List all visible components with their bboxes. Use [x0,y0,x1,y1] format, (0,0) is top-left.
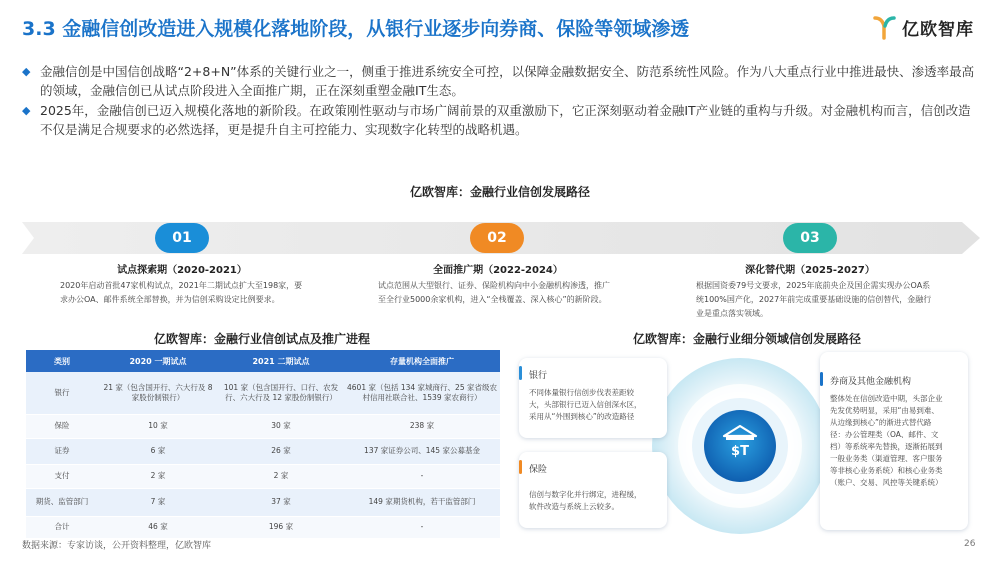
card-line: 整体处在信创改造中期，头部企业 [830,394,943,403]
table-row [26,488,500,516]
table-cell: 支付 [26,464,98,488]
card-title: 券商及其他金融机构 [830,377,912,387]
yiou-logo-icon [872,14,898,40]
phase-description [60,279,302,307]
table-cell: 46 家 [98,516,218,538]
diamond-bullet-icon: ◆ [22,65,31,78]
table-cell: 30 家 [218,414,344,438]
table-cell: 合计 [26,516,98,538]
bullet-text: 2025年，金融信创已迈入规模化落地的新阶段。在政策刚性驱动与市场广阔前景的双重激励下，它正深刻驱动着金融IT产业链的重构与升级。对金融机构而言，信创改造不仅是满足合规要求的必然选择，更是提升自主可控能力、实现数字化转型的战略机遇。 [40,103,971,137]
page-title: 3.3 金融信创改造进入规模化落地阶段，从银行业逐步向券商、保险等领域渗透 [22,18,690,40]
step-badge-03: 03 [783,223,837,253]
column-header: 类别 [26,350,98,372]
card-accent-bar [519,460,522,474]
phase-title: 全面推广期（2022-2024） [433,265,563,276]
table-cell: 2 家 [218,464,344,488]
table-cell: 期货、监管部门 [26,488,98,516]
column-header: 存量机构全面推广 [344,350,500,372]
card-body [519,381,667,423]
table-row [26,414,500,438]
table-cell: 26 家 [218,438,344,464]
card-line: 一般业务类（渠道管理、客户服务 [830,454,943,463]
brokerage-card [820,352,968,530]
path-section-title: 亿欧智库：金融行业信创发展路径 [409,185,590,199]
table-row [26,464,500,488]
column-header: 2020 一期试点 [98,350,218,372]
phase-description [378,279,610,307]
diamond-bullet-icon: ◆ [22,104,31,117]
card-line: 软件改造与系统上云较多。 [529,502,619,511]
logo [872,14,974,40]
table-cell: 6 家 [98,438,218,464]
table-cell: 银行 [26,372,98,414]
phase-title: 试点探索期（2020-2021） [117,265,247,276]
table-cell: 4601 家（包括 134 家城商行、25 家省级农村信用社联合社、1539 家农商行） [344,372,500,414]
desc-line: 试点范围从大型银行、证券、保险机构向中小金融机构渗透，推广 [378,281,610,290]
card-line: 信创与数字化并行绑定，进程缓， [529,490,642,499]
table-cell: - [344,516,500,538]
desc-line: 求办公OA、邮件系统全部替换，并为信创采购设定比例要求。 [60,295,280,304]
table-cell: 7 家 [98,488,218,516]
page-number: 26 [964,539,976,549]
card-line: 采用从“外围到核心”的改造路径 [529,412,635,421]
desc-line: 至全行业5000余家机构，进入“全栈覆盖、深入核心”的新阶段。 [378,295,607,304]
card-title: 银行 [529,371,548,381]
table-section-title: 亿欧智库：金融行业信创试点及推广进程 [153,332,370,346]
bank-card [519,358,667,438]
desc-line: 业是重点落实领域。 [696,309,768,318]
table-cell: 10 家 [98,414,218,438]
card-body [820,387,968,489]
card-line: （账户、交易、风控等关键系统） [830,478,943,487]
table-row [26,438,500,464]
insurance-card [519,452,667,528]
segments-section-title: 亿欧智库：金融行业细分领域信创发展路径 [632,332,861,346]
table-cell: 保险 [26,414,98,438]
step-badge-01: 01 [155,223,209,253]
table-cell: 37 家 [218,488,344,516]
table-cell: 证券 [26,438,98,464]
card-line: 径：办公管理类（OA、邮件、文 [830,430,939,439]
bullet-paragraph [22,62,980,100]
desc-line: 根据国资委79号文要求，2025年底前央企及国企需实现办公OA系 [696,281,931,290]
card-line: 等非核心业务系统）和核心业务类 [830,466,943,475]
table-cell: 196 家 [218,516,344,538]
card-title: 保险 [529,465,548,475]
card-line: 先发优势明显，采用“由易到难、 [830,406,939,415]
column-header: 2021 二期试点 [218,350,344,372]
table-cell: 149 家期货机构，若干监管部门 [344,488,500,516]
phase-description [696,279,931,321]
card-accent-bar [519,366,522,380]
card-line: 不同体量银行信创步伐表差距较 [529,388,634,397]
card-body [519,475,667,513]
step-badge-02: 02 [470,223,524,253]
data-source-note: 数据来源：专家访谈，公开资料整理，亿欧智库 [22,541,212,551]
card-accent-bar [820,372,823,386]
bank-money-icon [718,420,762,464]
table-cell: 238 家 [344,414,500,438]
card-line: 档）等系统率先替换，逐渐拓展到 [830,442,943,451]
table-row [26,372,500,414]
table-cell: 2 家 [98,464,218,488]
card-line: 大，头部银行已迈入信创深水区， [529,400,642,409]
logo-text: 亿欧智库 [902,19,974,40]
desc-line: 统100%国产化，2027年前完成重要基础设施的信创替代，金融行 [696,295,932,304]
svg-text:$T: $T [731,444,749,459]
table-cell: 21 家（包含国开行、六大行及 8 家股份制银行） [98,372,218,414]
phase-title: 深化替代期（2025-2027） [745,265,875,276]
card-line: 从边缘到核心”的渐进式替代路 [830,418,932,427]
desc-line: 2020年启动首批47家机构试点，2021年二期试点扩大至198家，要 [60,281,303,290]
pilot-progress-table [26,350,500,539]
bullet-paragraph [22,101,980,139]
table-header-row [26,350,500,372]
table-cell: - [344,464,500,488]
table-cell: 137 家证券公司、145 家公募基金 [344,438,500,464]
table-row [26,516,500,538]
table-cell: 101 家（包含国开行、口行、农发行、六大行及 12 家股份制银行） [218,372,344,414]
bullet-text: 金融信创是中国信创战略“2+8+N”体系的关键行业之一，侧重于推进系统安全可控，以保障金融数据安全、防范系统性风险。作为八大重点行业中推进最快、渗透率最高的领域，金融信创已从试点阶段进入全面推广期，正在深刻重塑金融IT生态。 [40,64,975,98]
